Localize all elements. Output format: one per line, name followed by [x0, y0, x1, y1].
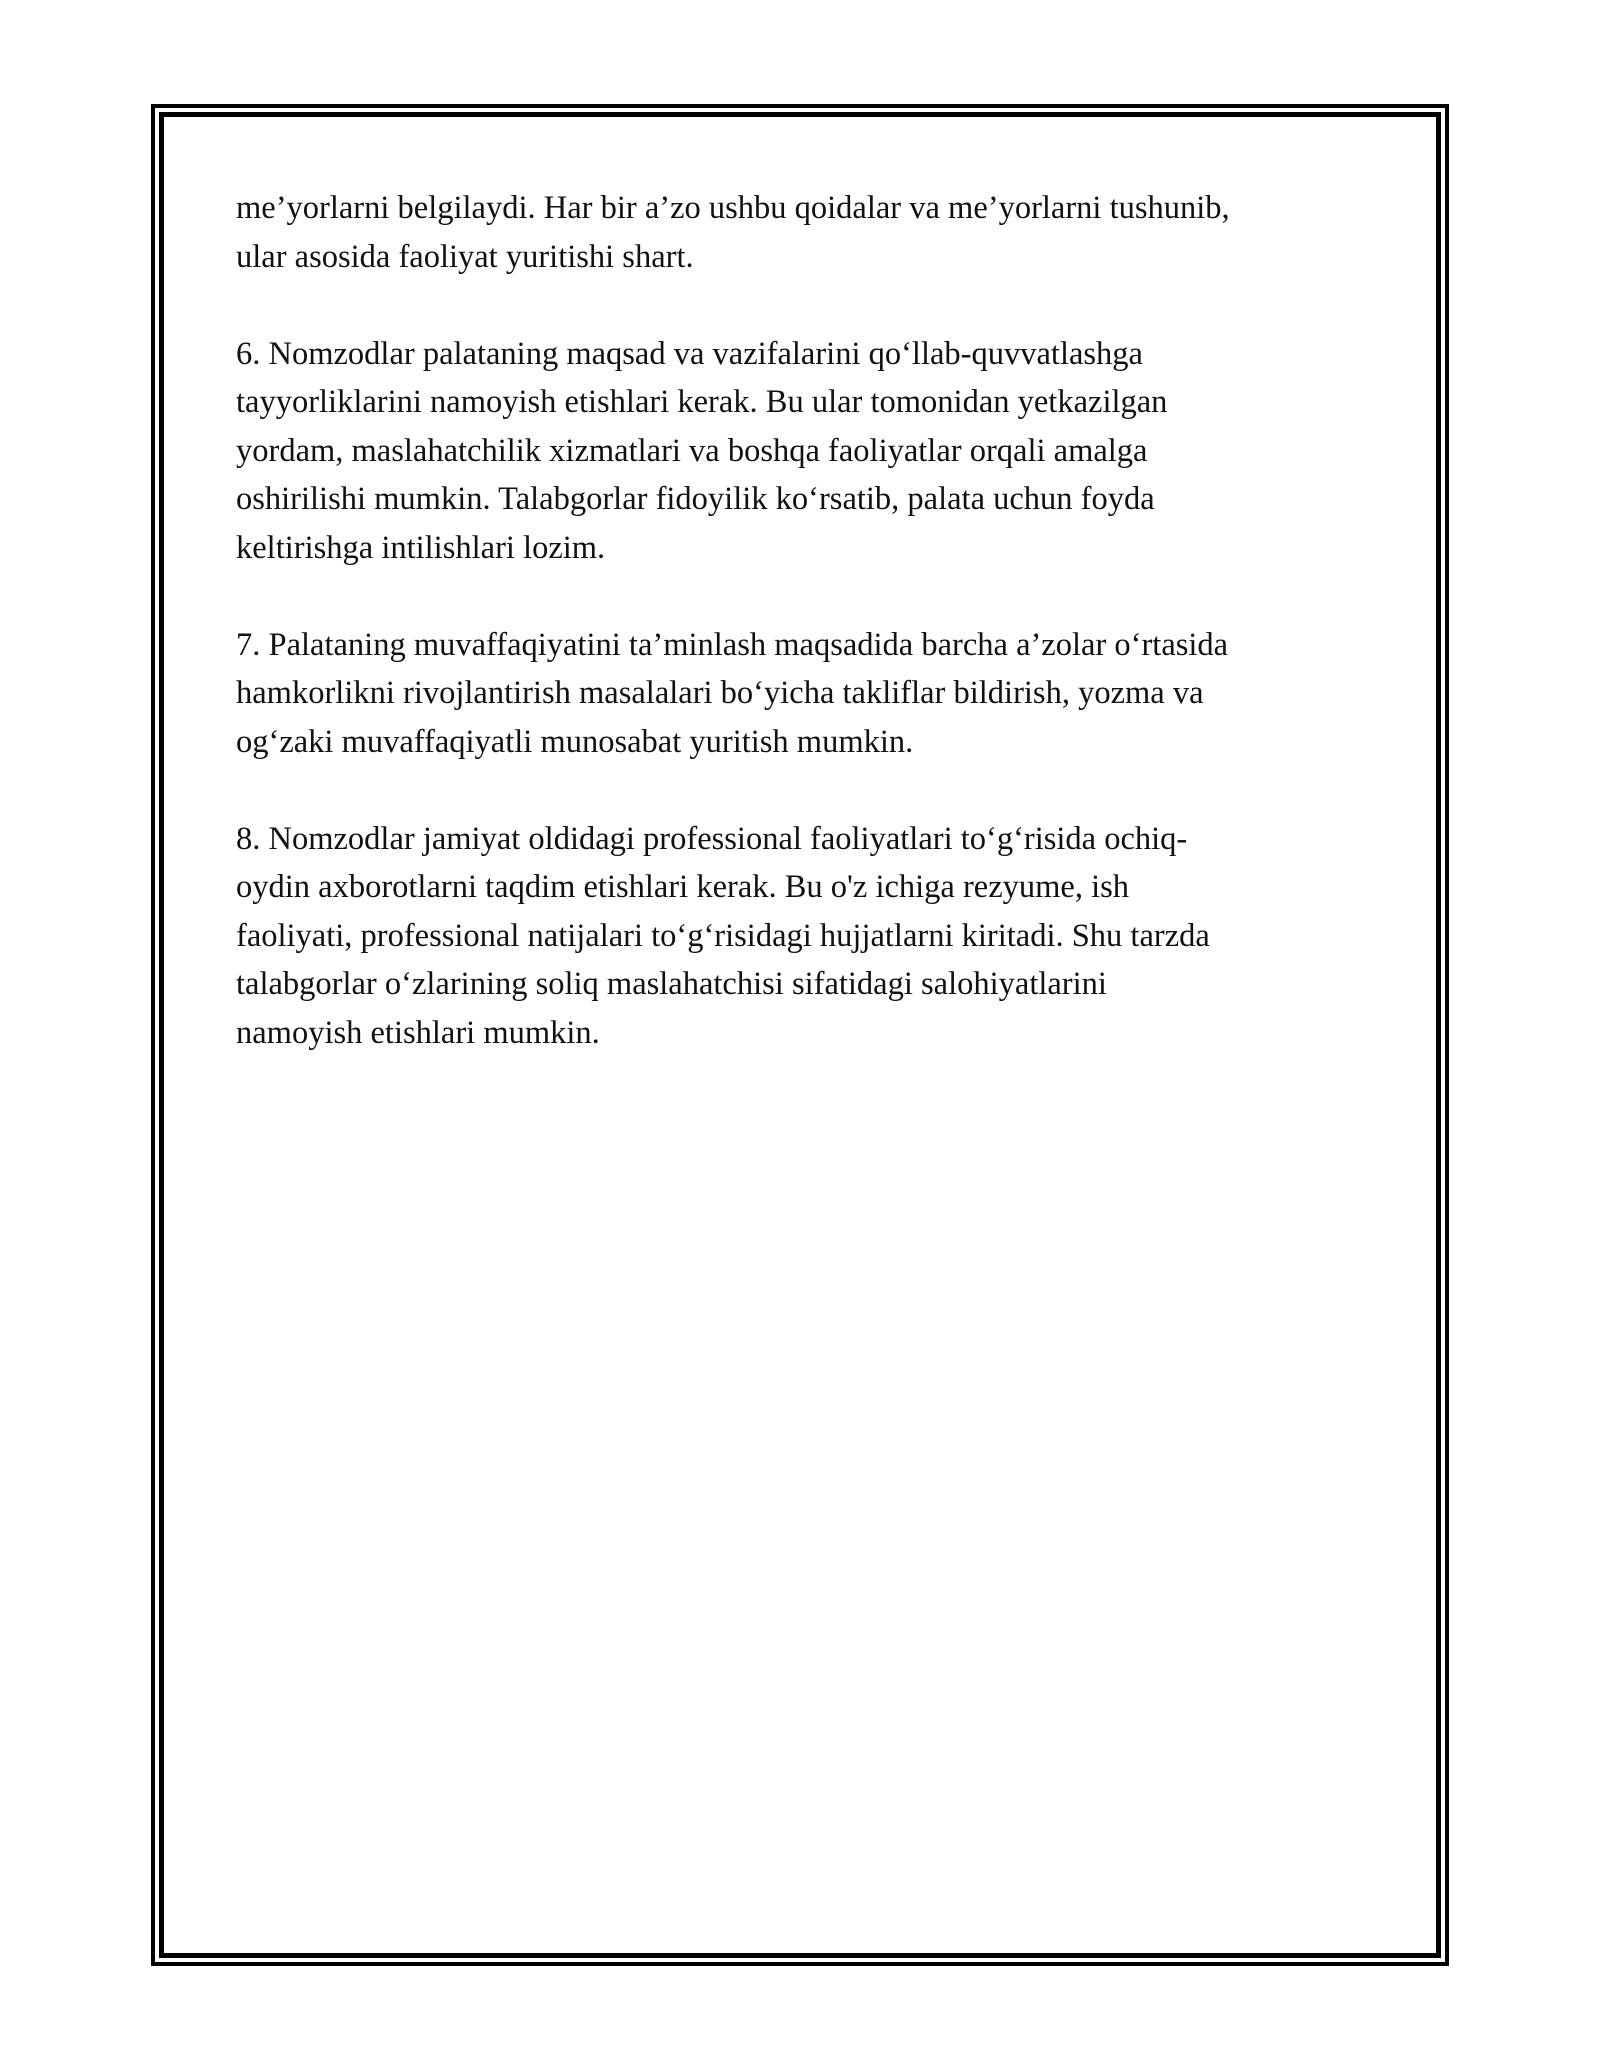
- text-line: 6. Nomzodlar palataning maqsad va vazifalarini qo‘llab-quvvatlashga: [236, 335, 1143, 372]
- text-line: tayyorliklarini namoyish etishlari kerak. Bu ular tomonidan yetkazilgan: [236, 384, 1168, 420]
- text-line: ular asosida faoliyat yuritishi shart.: [236, 238, 694, 275]
- text-line: oydin axborotlarni taqdim etishlari kerak. Bu o'z ichiga rezyume, ish: [236, 869, 1130, 905]
- paragraph-continuation: [236, 184, 1376, 281]
- paragraph-item-6: [236, 330, 1376, 573]
- text-line: 8. Nomzodlar jamiyat oldidagi professional faoliyatlari to‘g‘risida ochiq-: [236, 820, 1188, 857]
- paragraph-item-8: [236, 815, 1376, 1058]
- document-body: [236, 184, 1376, 1106]
- text-line: og‘zaki muvaffaqiyatli munosabat yuritish mumkin.: [236, 723, 914, 760]
- paragraph-item-7: [236, 621, 1376, 767]
- text-line: me’yorlarni belgilaydi. Har bir a’zo ushbu qoidalar va me’yorlarni tushunib,: [236, 190, 1230, 226]
- text-line: namoyish etishlari mumkin.: [236, 1014, 600, 1051]
- text-line: 7. Palataning muvaffaqiyatini ta’minlash maqsadida barcha a’zolar o‘rtasida: [236, 626, 1229, 663]
- text-line: keltirishga intilishlari lozim.: [236, 529, 606, 566]
- text-line: talabgorlar o‘zlarining soliq maslahatchisi sifatidagi salohiyatlarini: [236, 966, 1107, 1002]
- text-line: hamkorlikni rivojlantirish masalalari bo‘yicha takliflar bildirish, yozma va: [236, 675, 1204, 711]
- text-line: faoliyati, professional natijalari to‘g‘risidagi hujjatlarni kiritadi. Shu tarzda: [236, 917, 1210, 954]
- text-line: oshirilishi mumkin. Talabgorlar fidoyilik ko‘rsatib, palata uchun foyda: [236, 481, 1155, 517]
- text-line: yordam, maslahatchilik xizmatlari va boshqa faoliyatlar orqali amalga: [236, 432, 1148, 469]
